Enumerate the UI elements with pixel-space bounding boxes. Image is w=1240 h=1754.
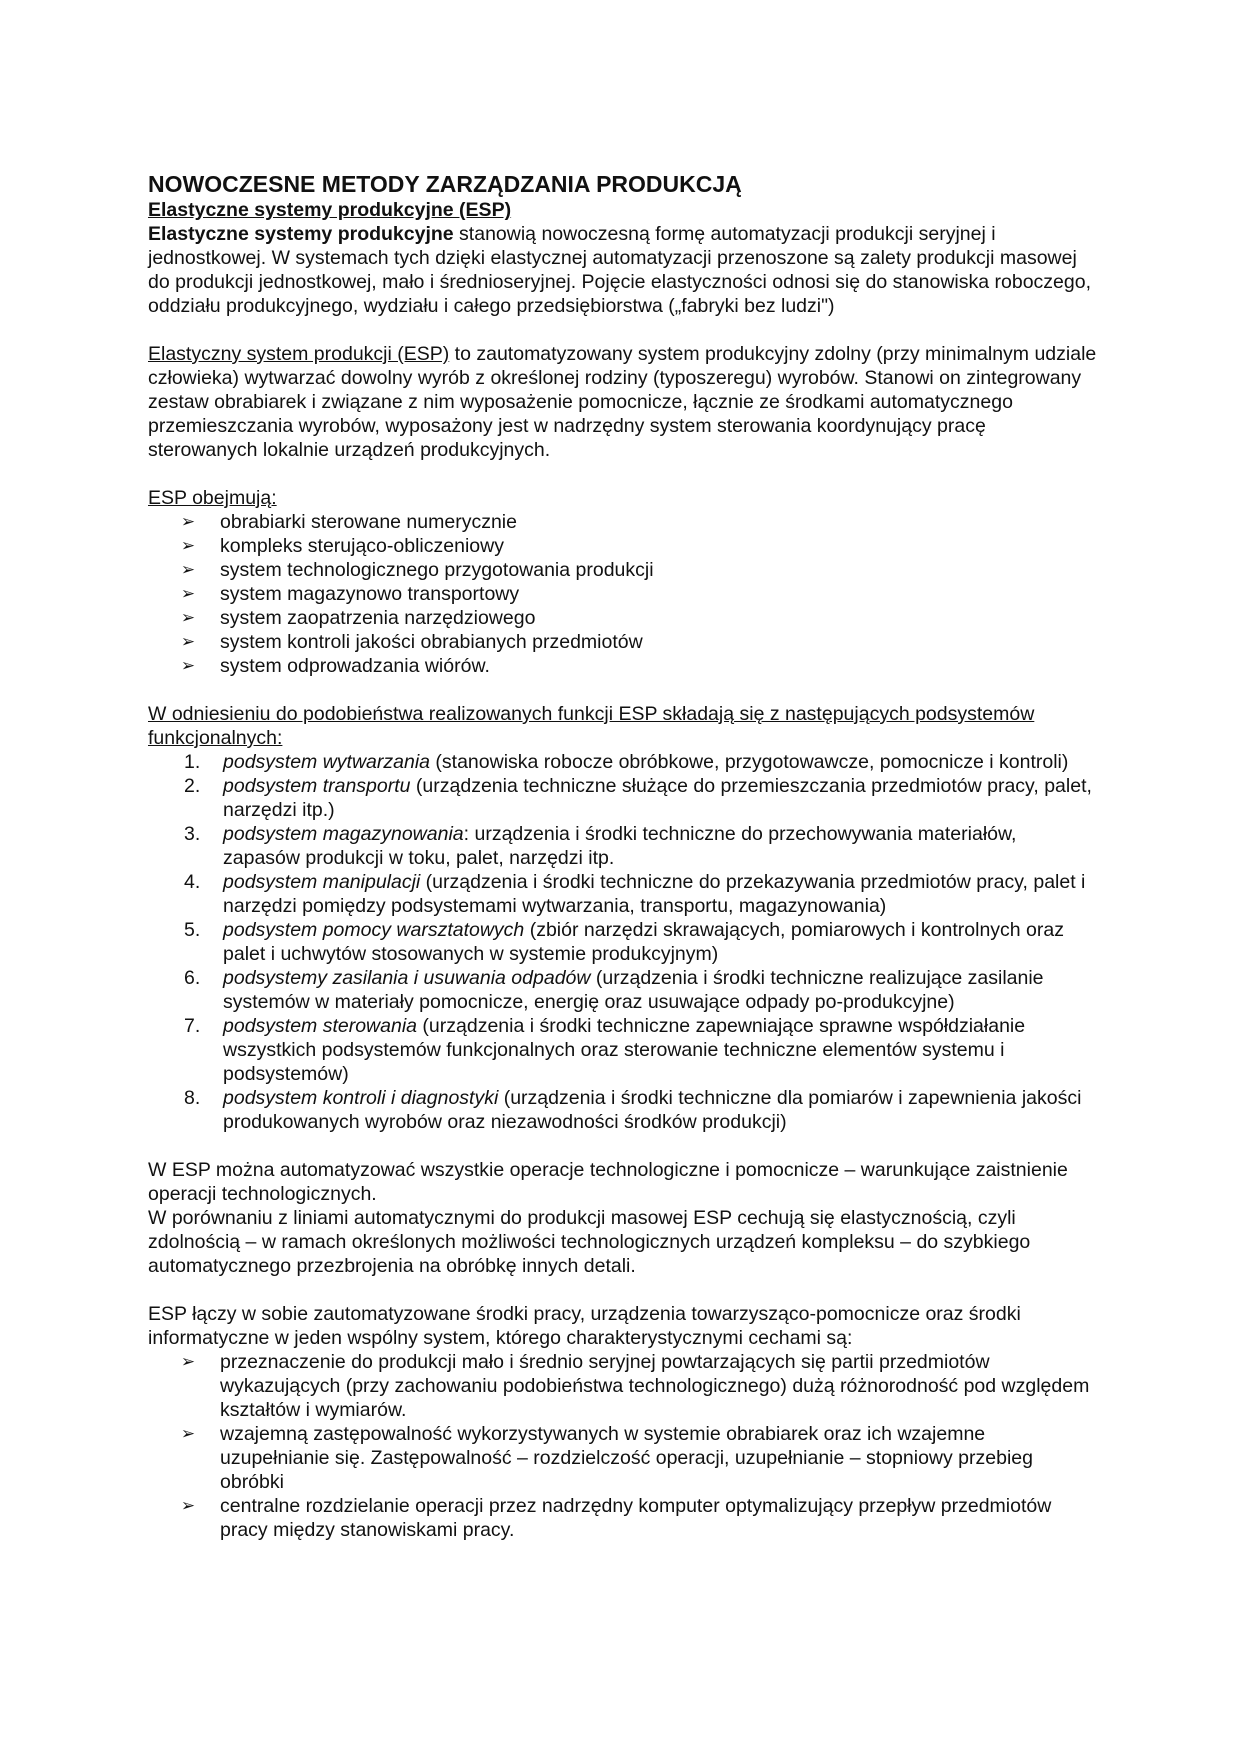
esp-components-heading: ESP obejmują: — [148, 487, 277, 509]
subsystem-number: 3. — [184, 823, 201, 845]
subsystem-name: podsystem pomocy warsztatowych — [223, 919, 525, 941]
list-item-text: przeznaczenie do produkcji mało i średnio seryjnej powtarzających się partii przedmiotów wykazujących (przy zachowaniu podobieństwa technologicznego) dużą różnorodność pod względem kształtów i wymiarów. — [220, 1351, 1090, 1421]
subsystem-description: (urządzenia i środki techniczne dla pomiarów i zapewnienia jakości produkowanych wyrobów oraz niezawodności środków produkcji) — [223, 1087, 1082, 1133]
list-item-text: system zaopatrzenia narzędziowego — [220, 607, 536, 629]
arrow-bullet-icon: ➢ — [180, 632, 196, 651]
arrow-bullet-icon: ➢ — [180, 1352, 196, 1371]
intro-text: stanowią nowoczesną formę automatyzacji produkcji seryjnej i jednostkowej. W systemach tych dzięki elastycznej automatyzacji przenoszone są zalety produkcji masowej do produkcji jednostkowej, mało i średnioseryjnej. Pojęcie elastyczności odnosi się do stanowiska roboczego, oddziału produkcyjnego, wydziału i całego przedsiębiorstwa („fabryki bez ludzi") — [148, 223, 1091, 317]
subsystem-item — [148, 966, 1098, 1014]
list-item — [148, 510, 1098, 534]
subsystem-number: 1. — [184, 751, 201, 773]
list-item-text: system technologicznego przygotowania produkcji — [220, 559, 654, 581]
spacer — [148, 462, 1098, 486]
subsystem-item — [148, 870, 1098, 918]
subsystem-name: podsystem wytwarzania — [223, 751, 430, 773]
features-intro-paragraph: ESP łączy w sobie zautomatyzowane środki pracy, urządzenia towarzysząco-pomocnicze oraz środki informatyczne w jeden wspólny system, którego charakterystycznymi cechami są: — [148, 1303, 1021, 1349]
arrow-bullet-icon: ➢ — [180, 656, 196, 675]
intro-bold-term: Elastyczne systemy produkcyjne — [148, 223, 454, 245]
arrow-bullet-icon: ➢ — [180, 536, 196, 555]
list-item — [148, 582, 1098, 606]
intro-paragraph — [148, 222, 1098, 318]
subsystem-description: (urządzenia i środki techniczne zapewniające sprawne współdziałanie wszystkich podsystemów funkcjonalnych oraz sterowanie techniczne elementów systemu i podsystemów) — [223, 1015, 1026, 1085]
definition-paragraph — [148, 342, 1098, 462]
arrow-bullet-icon: ➢ — [180, 1496, 196, 1515]
document-title: NOWOCZESNE METODY ZARZĄDZANIA PRODUKCJĄ — [148, 171, 742, 197]
spacer — [148, 1134, 1098, 1158]
subsystem-item — [148, 822, 1098, 870]
subsystem-number: 6. — [184, 967, 201, 989]
subsystems-heading: W odniesieniu do podobieństwa realizowanych funkcji ESP składają się z następujących podsystemów funkcjonalnych: — [148, 703, 1035, 749]
list-item — [148, 606, 1098, 630]
list-item — [148, 654, 1098, 678]
spacer — [148, 318, 1098, 342]
subsystem-number: 4. — [184, 871, 201, 893]
subsystem-item — [148, 918, 1098, 966]
list-item — [148, 534, 1098, 558]
arrow-bullet-icon: ➢ — [180, 1424, 196, 1443]
list-item-text: system magazynowo transportowy — [220, 583, 520, 605]
subsystem-number: 8. — [184, 1087, 201, 1109]
list-item — [148, 558, 1098, 582]
subsystem-name: podsystem kontroli i diagnostyki — [223, 1087, 499, 1109]
arrow-bullet-icon: ➢ — [180, 608, 196, 627]
subsystem-item — [148, 1014, 1098, 1086]
list-item-text: obrabiarki sterowane numerycznie — [220, 511, 517, 533]
subsystem-description: (urządzenia i środki techniczne realizujące zasilanie systemów w materiały pomocnicze, energię oraz usuwające odpady po-produkcyjne) — [223, 967, 1044, 1013]
document-page — [148, 170, 1098, 1542]
subsystem-description: (stanowiska robocze obróbkowe, przygotowawcze, pomocnicze i kontroli) — [430, 751, 1069, 773]
list-item-text: centralne rozdzielanie operacji przez nadrzędny komputer optymalizujący przepływ przedmiotów pracy między stanowiskami pracy. — [220, 1495, 1052, 1541]
subsystems-list — [148, 750, 1098, 1134]
subsystem-name: podsystem transportu — [223, 775, 411, 797]
subsystem-description: : urządzenia i środki techniczne do przechowywania materiałów, zapasów produkcji w toku, palet, narzędzi itp. — [223, 823, 1017, 869]
subsystem-item — [148, 774, 1098, 822]
subsystem-number: 2. — [184, 775, 201, 797]
subsystem-description: (urządzenia i środki techniczne do przekazywania przedmiotów pracy, palet i narzędzi pomiędzy podsystemami wytwarzania, transportu, magazynowania) — [223, 871, 1086, 917]
arrow-bullet-icon: ➢ — [180, 512, 196, 531]
automation-paragraph: W ESP można automatyzować wszystkie operacje technologiczne i pomocnicze – warunkujące zaistnienie operacji technologicznych. — [148, 1159, 1068, 1205]
comparison-paragraph: W porównaniu z liniami automatycznymi do produkcji masowej ESP cechują się elastycznością, czyli zdolnością – w ramach określonych możliwości technologicznych urządzeń kompleksu – do szybkiego automatycznego przezbrojenia na obróbkę innych detali. — [148, 1207, 1031, 1277]
subsystem-item — [148, 1086, 1098, 1134]
section-subtitle: Elastyczne systemy produkcyjne (ESP) — [148, 199, 512, 221]
spacer — [148, 1278, 1098, 1302]
list-item — [148, 630, 1098, 654]
list-item-text: system odprowadzania wiórów. — [220, 655, 490, 677]
subsystem-number: 5. — [184, 919, 201, 941]
spacer — [148, 678, 1098, 702]
subsystem-name: podsystem sterowania — [223, 1015, 418, 1037]
list-item — [148, 1350, 1098, 1422]
list-item — [148, 1494, 1098, 1542]
list-item — [148, 1422, 1098, 1494]
subsystem-number: 7. — [184, 1015, 201, 1037]
list-item-text: system kontroli jakości obrabianych przedmiotów — [220, 631, 643, 653]
list-item-text: kompleks sterująco-obliczeniowy — [220, 535, 504, 557]
arrow-bullet-icon: ➢ — [180, 584, 196, 603]
subsystem-item — [148, 750, 1098, 774]
subsystem-description: (urządzenia techniczne służące do przemieszczania przedmiotów pracy, palet, narzędzi itp.) — [223, 775, 1092, 821]
definition-term: Elastyczny system produkcji (ESP) — [148, 343, 450, 365]
subsystem-name: podsystem manipulacji — [223, 871, 421, 893]
definition-text: to zautomatyzowany system produkcyjny zdolny (przy minimalnym udziale człowieka) wytwarzać dowolny wyrób z określonej rodziny (typoszeregu) wyrobów. Stanowi on zintegrowany zestaw obrabiarek i związane z nim wyposażenie pomocnicze, łącznie ze środkami automatycznego przemieszczania wyrobów, wyposażony jest w nadrzędny system sterowania koordynujący pracę sterowanych lokalnie urządzeń produkcyjnych. — [148, 343, 1097, 461]
features-list — [148, 1350, 1098, 1542]
subsystem-name: podsystemy zasilania i usuwania odpadów — [223, 967, 591, 989]
arrow-bullet-icon: ➢ — [180, 560, 196, 579]
esp-components-list — [148, 510, 1098, 678]
subsystem-description: (zbiór narzędzi skrawających, pomiarowych i kontrolnych oraz palet i uchwytów stosowanych w systemie produkcyjnym) — [223, 919, 1064, 965]
subsystem-name: podsystem magazynowania — [223, 823, 464, 845]
list-item-text: wzajemną zastępowalność wykorzystywanych w systemie obrabiarek oraz ich wzajemne uzupełnianie się. Zastępowalność – rozdzielczość operacji, uzupełnianie – stopniowy przebieg obróbki — [220, 1423, 1033, 1493]
